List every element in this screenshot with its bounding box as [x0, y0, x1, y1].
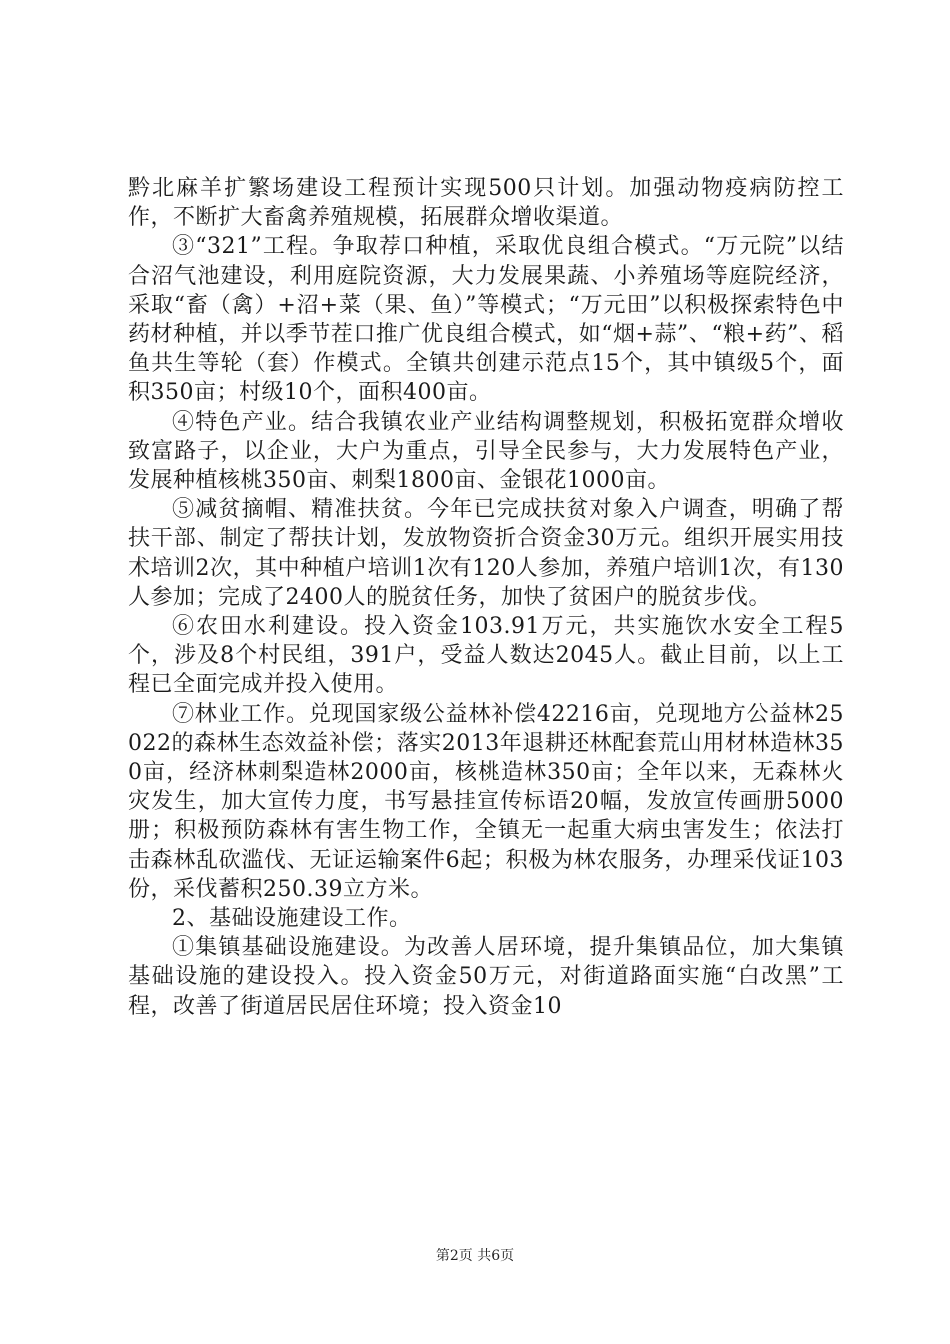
paragraph-4: ⑤减贫摘帽、精准扶贫。今年已完成扶贫对象入户调查，明确了帮扶干部、制定了帮扶计划，发放物资折合资金30万元。组织开展实用技术培训2次，其中种植户培训1次有120人参加，养殖户培训1次，有130人参加；完成了2400人的脱贫任务，加快了贫困户的脱贫步伐。	[128, 497, 844, 610]
page-footer	[0, 1245, 950, 1265]
document-body	[128, 174, 844, 1021]
paragraph-1: 黔北麻羊扩繁场建设工程预计实现500只计划。加强动物疫病防控工作，不断扩大畜禽养殖规模，拓展群众增收渠道。	[128, 176, 844, 231]
page-number: 第2页 共6页	[435, 1248, 515, 1264]
paragraph-6: ⑦林业工作。兑现国家级公益林补偿42216亩，兑现地方公益林25022的森林生态效益补偿；落实2013年退耕还林配套荒山用材林造林350亩，经济林刺梨造林2000亩，核桃造林350亩；全年以来，无森林火灾发生，加大宣传力度，书写悬挂宣传标语20幅，发放宣传画册5000册；积极预防森林有害生物工作，全镇无一起重大病虫害发生；依法打击森林乱砍滥伐、无证运输案件6起；积极为林农服务，办理采伐证103份，采伐蓄积250.39立方米。	[128, 701, 844, 902]
paragraph-3: ④特色产业。结合我镇农业产业结构调整规划，积极拓宽群众增收致富路子，以企业，大户为重点，引导全民参与，大力发展特色产业，发展种植核桃350亩、刺梨1800亩、金银花1000亩。	[128, 409, 844, 494]
paragraph-5: ⑥农田水利建设。投入资金103.91万元，共实施饮水安全工程5个，涉及8个村民组，391户，受益人数达2045人。截止目前，以上工程已全面完成并投入使用。	[128, 614, 844, 698]
section-heading: 2、基础设施建设工作。	[172, 906, 412, 932]
paragraph-7: ①集镇基础设施建设。为改善人居环境，提升集镇品位，加大集镇基础设施的建设投入。投入资金50万元，对街道路面实施“白改黑”工程，改善了街道居民居住环境；投入资金10	[128, 935, 844, 1019]
paragraph-2: ③“321”工程。争取荐口种植，采取优良组合模式。“万元院”以结合沼气池建设，利用庭院资源，大力发展果蔬、小养殖场等庭院经济，采取“畜（禽）+沼+菜（果、鱼）”等模式；“万元田”以积极探索特色中药材种植，并以季节茬口推广优良组合模式，如“烟+蒜”、“粮+药”、稻鱼共生等轮（套）作模式。全镇共创建示范点15个，其中镇级5个，面积350亩；村级10个，面积400亩。	[128, 234, 844, 406]
